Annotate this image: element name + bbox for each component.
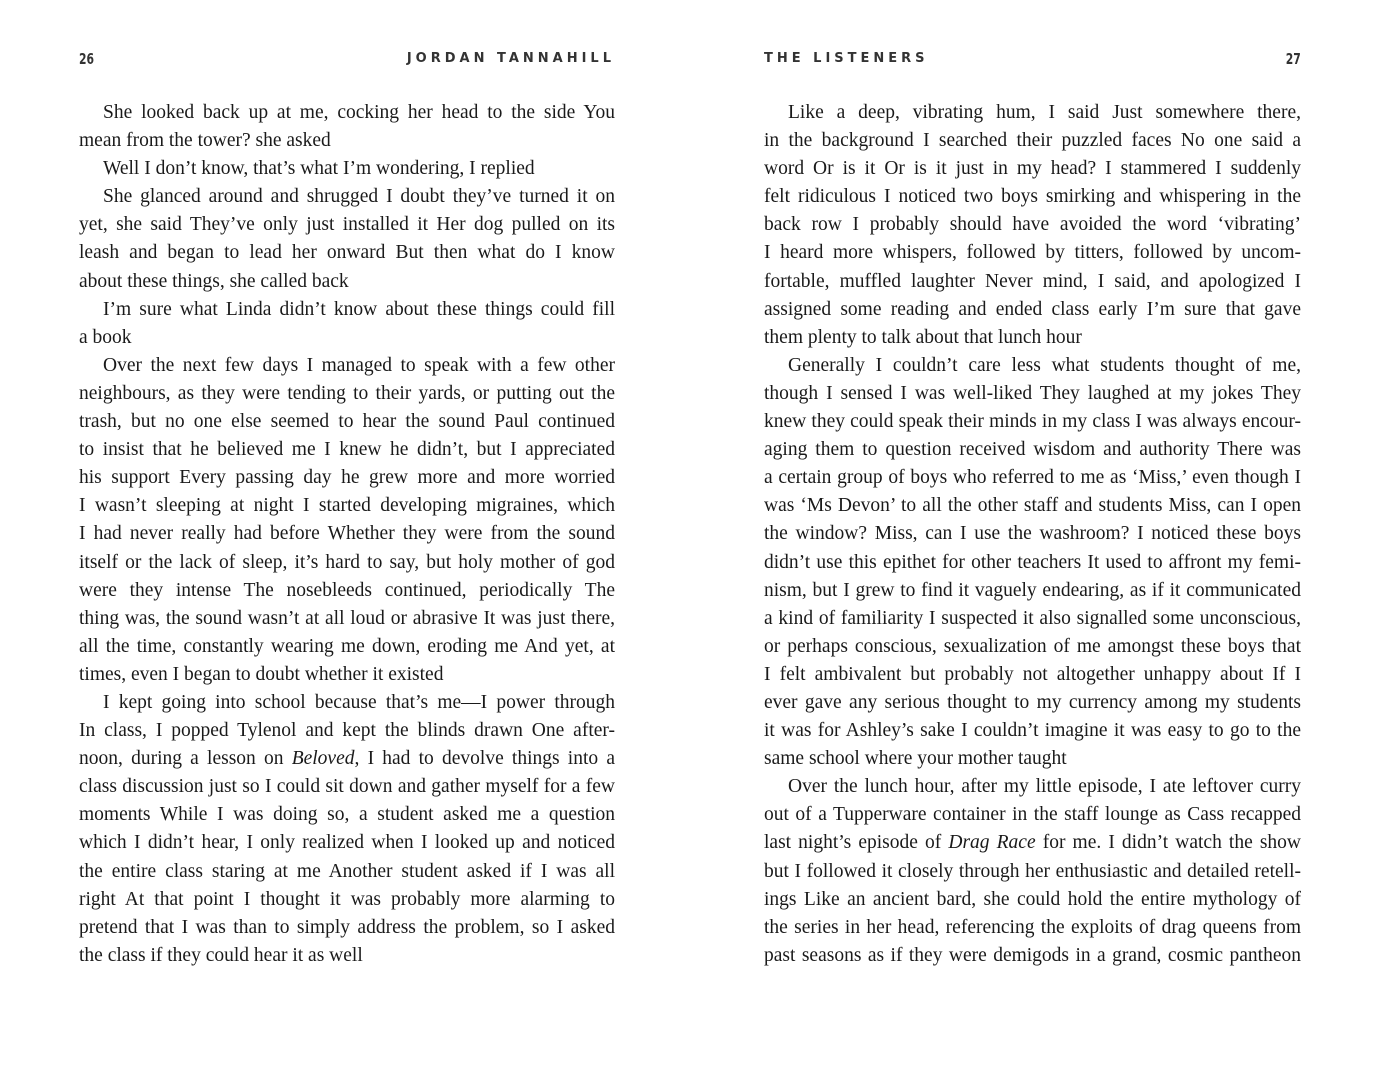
text-line: a kind of familiarity I suspected it also signalled some unconscious, (764, 607, 1301, 629)
text-line: the class if they could hear it as well (79, 944, 363, 966)
text-line: right At that point I thought it was probably more alarming to (79, 888, 615, 910)
text-line: or perhaps conscious, sexualization of me amongst these boys that (764, 635, 1301, 657)
text-line: to insist that he believed me I knew he didn’t, but I appreciated (79, 439, 615, 461)
text-line: didn’t use this epithet for other teachers It used to affront my femi- (764, 551, 1301, 573)
text-line: Generally I couldn’t care less what students thought of me, (788, 354, 1301, 376)
text-line: were they intense The nosebleeds continued, periodically The (79, 579, 615, 601)
text-line: times, even I began to doubt whether it existed (79, 663, 444, 685)
page-body (79, 99, 615, 970)
text-line: them plenty to talk about that lunch hour (764, 326, 1082, 348)
text-line: a book (79, 326, 132, 348)
text-line: felt ridiculous I noticed two boys smirking and whispering in the (764, 186, 1301, 208)
text-line: was ‘Ms Devon’ to all the other staff and students Miss, can I open (764, 495, 1301, 517)
author-name: JORDAN TANNAHILL (406, 51, 615, 66)
text-line: back row I probably should have avoided the word ‘vibrating’ (764, 214, 1301, 236)
text-line: I’m sure what Linda didn’t know about these things could fill (103, 298, 615, 320)
text-line: moments While I was doing so, a student asked me a question (79, 804, 615, 826)
text-line: about these things, she called back (79, 270, 349, 292)
text-line: same school where your mother taught (764, 748, 1067, 770)
text-line: I wasn’t sleeping at night I started developing migraines, which (79, 495, 615, 517)
text-line: neighbours, as they were tending to their yards, or putting out the (79, 382, 615, 404)
text-line: a certain group of boys who referred to me as ‘Miss,’ even though I (764, 467, 1301, 489)
text-line: itself or the lack of sleep, it’s hard to say, but holy mother of god (79, 551, 615, 573)
text-line: though I sensed I was well-liked They laughed at my jokes They (764, 382, 1301, 404)
text-line: the window? Miss, can I use the washroom? I noticed these boys (764, 523, 1301, 545)
text-line: yet, she said They’ve only just installed it Her dog pulled on its (79, 214, 615, 236)
text-line: mean from the tower? she asked (79, 130, 331, 152)
text-line: Well I don’t know, that’s what I’m wondering, I replied (103, 158, 535, 180)
running-head (79, 50, 615, 72)
running-head (764, 50, 1301, 72)
text-line: class discussion just so I could sit down and gather myself for a few (79, 776, 615, 798)
text-line: I kept going into school because that’s me—I power through (103, 691, 615, 713)
page-number: 27 (1285, 50, 1301, 68)
text-line: Like a deep, vibrating hum, I said Just somewhere there, (788, 102, 1301, 123)
text-line: out of a Tupperware container in the staff lounge as Cass recapped (764, 804, 1301, 826)
right-page (764, 0, 1301, 1080)
book-title: THE LISTENERS (764, 51, 929, 66)
text-line: thing was, the sound wasn’t at all loud or abrasive It was just there, (79, 607, 615, 629)
text-line: last night’s episode of Drag Race for me. I didn’t watch the show (764, 832, 1301, 854)
text-line: his support Every passing day he grew more and more worried (79, 467, 615, 489)
text-line: In class, I popped Tylenol and kept the blinds drawn One after- (79, 720, 615, 742)
text-line: trash, but no one else seemed to hear the sound Paul continued (79, 411, 615, 433)
text-line: but I followed it closely through her enthusiastic and detailed retell- (764, 860, 1301, 882)
text-line: in the background I searched their puzzled faces No one said a (764, 130, 1301, 152)
left-page (79, 0, 615, 1080)
page-number: 26 (79, 50, 95, 68)
text-line: She glanced around and shrugged I doubt they’ve turned it on (103, 186, 615, 208)
text-line: I felt ambivalent but probably not altogether unhappy about If I (764, 663, 1301, 685)
italic-title: Beloved (291, 748, 355, 770)
text-line: Over the next few days I managed to speak with a few other (103, 354, 615, 376)
text-line: noon, during a lesson on Beloved, I had to devolve things into a (79, 748, 615, 770)
text-line: ings Like an ancient bard, she could hold the entire mythology of (764, 888, 1301, 910)
text-line: She looked back up at me, cocking her head to the side You (103, 102, 615, 123)
text-line: word Or is it Or is it just in my head? I stammered I suddenly (764, 158, 1301, 180)
text-line: it was for Ashley’s sake I couldn’t imagine it was easy to go to the (764, 720, 1301, 742)
text-line: the entire class staring at me Another student asked if I was all (79, 860, 615, 882)
text-line: which I didn’t hear, I only realized when I looked up and noticed (79, 832, 615, 854)
text-line: all the time, constantly wearing me down, eroding me And yet, at (79, 635, 615, 657)
italic-title: Drag Race (948, 832, 1036, 854)
text-line: aging them to question received wisdom and authority There was (764, 439, 1301, 461)
text-line: nism, but I grew to find it vaguely endearing, as if it communicated (764, 579, 1301, 601)
page-body (764, 99, 1301, 970)
text-line: leash and began to lead her onward But then what do I know (79, 242, 615, 264)
text-line: ever gave any serious thought to my currency among my students (764, 691, 1301, 713)
text-line: I had never really had before Whether they were from the sound (79, 523, 615, 545)
text-line: pretend that I was than to simply address the problem, so I asked (79, 916, 615, 938)
text-line: the series in her head, referencing the exploits of drag queens from (764, 916, 1301, 938)
text-line: Over the lunch hour, after my little episode, I ate leftover curry (788, 776, 1301, 798)
text-line: assigned some reading and ended class early I’m sure that gave (764, 298, 1301, 320)
text-line: fortable, muffled laughter Never mind, I said, and apologized I (764, 270, 1301, 292)
text-line: past seasons as if they were demigods in a grand, cosmic pantheon (764, 944, 1301, 966)
text-line: knew they could speak their minds in my class I was always encour- (764, 411, 1301, 433)
text-line: I heard more whispers, followed by titters, followed by uncom- (764, 242, 1301, 264)
